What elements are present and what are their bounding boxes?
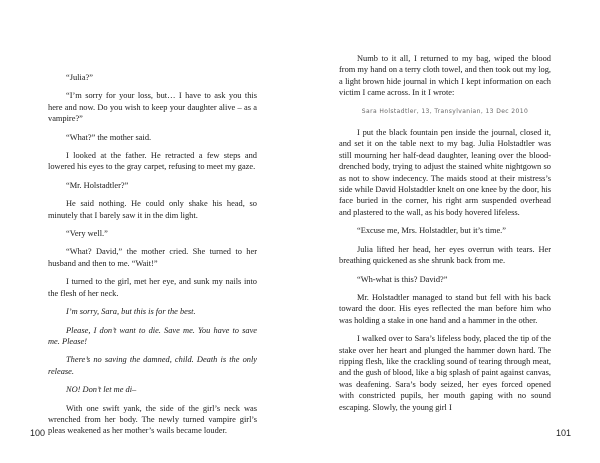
paragraph: “What? David,” the mother cried. She turned to her husband and then to me. “Wait!” (48, 247, 257, 268)
paragraph: “Excuse me, Mrs. Holstadtler, but it’s time.” (357, 226, 506, 236)
right-page-text (339, 53, 551, 420)
paragraph: “Wh-what is this? David?” (357, 274, 448, 284)
italic-thought: There’s no saving the damned, child. Death is the only release. (48, 355, 257, 376)
right-page (300, 0, 600, 463)
journal-entry: Sara Holstadtler, 13, Transylvanian, 13 Dec 2010 (361, 107, 529, 115)
paragraph: “Very well.” (66, 229, 108, 239)
paragraph: Julia lifted her head, her eyes overrun with tears. Her breathing quickened as she shrunk back from me. (339, 244, 551, 266)
paragraph: Numb to it all, I returned to my bag, wiped the blood from my hand on a terry cloth towel, and then took out my log, a light brown hide journal in which I kept information on each victim I came across. In it I wrote: (339, 54, 551, 98)
paragraph: “I’m sorry for your loss, but… I have to ask you this here and now. Do you wish to keep your daughter alive – as a vampire?” (48, 91, 257, 124)
paragraph: I looked at the father. He retracted a few steps and lowered his eyes to the gray carpet, refusing to meet my gaze. (48, 151, 257, 172)
paragraph: “Mr. Holstadtler?” (66, 180, 129, 190)
italic-thought: NO! Don’t let me di– (66, 385, 137, 395)
page-number: 101 (555, 428, 571, 438)
left-page-text (48, 72, 257, 444)
paragraph: I turned to the girl, met her eye, and sunk my nails into the flesh of her neck. (48, 277, 257, 298)
paragraph: I put the black fountain pen inside the journal, closed it, and set it on the table next to my bag. Julia Holstadtler was still mourning her half-dead daughter, leaning over the blood-drenched body, trying to adjust the stained white nightgown so as not to show indecency. The maids stood at their mistress’s side while David Holstadtler knelt on one knee by the door, his face buried in the corner, his right arm suspended overhead and plastered to the wall, as his body hovered lifeless. (339, 128, 551, 217)
paragraph: With one swift yank, the side of the girl’s neck was wrenched from her body. The newly turned vampire girl’s pleas weakened as her mother’s wails became louder. (48, 403, 257, 436)
page-number: 100 (30, 428, 46, 438)
italic-thought: I’m sorry, Sara, but this is for the best. (66, 307, 196, 317)
paragraph: “Julia?” (66, 73, 93, 82)
paragraph: “What?” the mother said. (66, 132, 152, 142)
paragraph: He said nothing. He could only shake his head, so minutely that I barely saw it in the dim light. (48, 199, 257, 220)
italic-thought: Please, I don’t want to die. Save me. You have to save me. Please! (48, 325, 257, 346)
paragraph: I walked over to Sara’s lifeless body, placed the tip of the stake over her heart and plunged the hammer down hard. The ripping flesh, like the crackling sound of tearing through meat, and the gush of blood, like a big splash of paint against canvas, was deafening. Sara’s body seized, her eyes forced opened with constricted pupils, her mouth gaping with no sound escaping. Slowly, the young girl I (339, 334, 551, 412)
paragraph: Mr. Holstadtler managed to stand but fell with his back toward the door. His eyes reflected the man before him who was holding a stake in one hand and a hammer in the other. (339, 292, 551, 325)
